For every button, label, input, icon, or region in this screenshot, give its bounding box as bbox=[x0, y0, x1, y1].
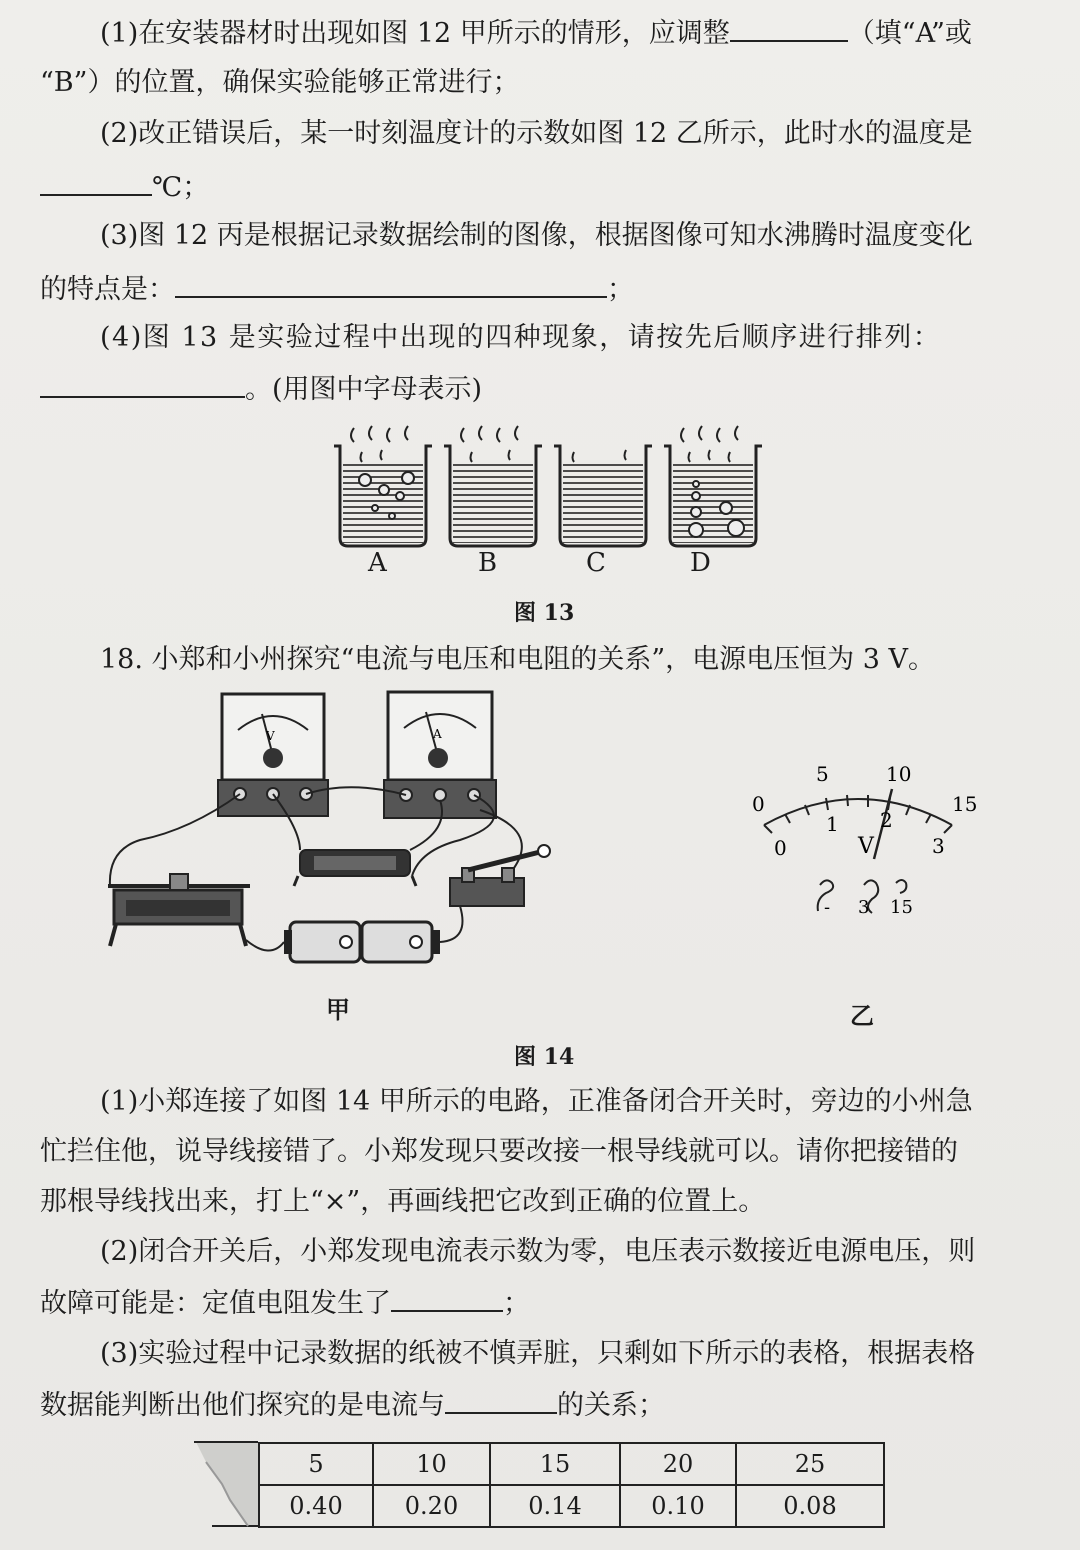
figure-13-caption: 图 13 bbox=[514, 600, 575, 626]
beaker-a bbox=[334, 426, 432, 546]
beaker-b bbox=[444, 426, 542, 546]
q17-part4-line1: (4)图 13 是实验过程中出现的四种现象，请按先后顺序进行排列： bbox=[100, 322, 942, 353]
q17-part2-line1: (2)改正错误后，某一时刻温度计的示数如图 12 乙所示，此时水的温度是 bbox=[100, 118, 973, 149]
q18-part2-line2 bbox=[40, 1286, 1040, 1320]
q17-part3-line2 bbox=[40, 272, 1040, 306]
table-row bbox=[259, 1485, 884, 1527]
voltmeter-top-label-10: 10 bbox=[886, 762, 912, 786]
table-cell: 0.10 bbox=[620, 1485, 736, 1527]
q17-part1-line2: “B”）的位置，确保实验能够正常进行； bbox=[40, 67, 520, 98]
beaker-label-b: B bbox=[478, 548, 498, 578]
q17-part1-blank[interactable] bbox=[730, 16, 848, 42]
q18-intro: 18. 小郑和小州探究“电流与电压和电阻的关系”，电源电压恒为 3 V。 bbox=[100, 644, 935, 675]
table-cell: 10 bbox=[373, 1443, 490, 1485]
table-row bbox=[259, 1443, 884, 1485]
fixed-resistor bbox=[294, 850, 416, 886]
q17-part1-line1 bbox=[100, 16, 1080, 50]
q18-part1-line3: 那根导线找出来，打上“×”，再画线把它改到正确的位置上。 bbox=[40, 1186, 766, 1217]
voltmeter-scale-arc bbox=[764, 799, 952, 825]
torn-paper-smudge bbox=[192, 1440, 262, 1528]
terminal-negative: - bbox=[824, 897, 831, 918]
beaker-label-d: D bbox=[690, 548, 711, 578]
beaker-label-c: C bbox=[586, 548, 606, 578]
data-table bbox=[258, 1442, 885, 1528]
table-cell: 0.14 bbox=[490, 1485, 620, 1527]
beaker-label-a: A bbox=[368, 548, 387, 578]
beaker-c bbox=[554, 446, 652, 546]
figure-14-sub-yi: 乙 bbox=[850, 1001, 874, 1030]
beaker-d bbox=[664, 426, 762, 546]
voltmeter-bottom-label-1: 1 bbox=[826, 812, 839, 836]
table-cell: 15 bbox=[490, 1443, 620, 1485]
voltmeter-unit: V bbox=[858, 834, 874, 859]
table-cell: 20 bbox=[620, 1443, 736, 1485]
figure-14-sub-jia: 甲 bbox=[326, 995, 350, 1024]
q18-part3-line2 bbox=[40, 1388, 1040, 1422]
q17-part3-text: 的特点是： bbox=[40, 274, 175, 305]
q18-part3-line1: (3)实验过程中记录数据的纸被不慎弄脏，只剩如下所示的表格，根据表格 bbox=[100, 1338, 976, 1369]
terminal-15: 15 bbox=[890, 897, 913, 918]
q17-part3-line1: (3)图 12 丙是根据记录数据绘制的图像，根据图像可知水沸腾时温度变化 bbox=[100, 220, 973, 251]
q18-part3-blank[interactable] bbox=[445, 1388, 557, 1414]
q17-part2-blank[interactable] bbox=[40, 170, 152, 196]
table-cell: 0.40 bbox=[259, 1485, 373, 1527]
table-cell: 0.08 bbox=[736, 1485, 884, 1527]
q18-part2-end: ； bbox=[503, 1288, 530, 1319]
table-cell: 0.20 bbox=[373, 1485, 490, 1527]
q17-part1-hint: （填“A”或 bbox=[847, 18, 972, 49]
terminal-3: 3 bbox=[858, 897, 870, 918]
q17-part4-blank[interactable] bbox=[40, 372, 245, 398]
voltmeter-bottom-label-3: 3 bbox=[932, 834, 945, 858]
q17-part3-end: ； bbox=[607, 274, 634, 305]
table-cell: 25 bbox=[736, 1443, 884, 1485]
q17-part2-unit: ℃； bbox=[152, 172, 210, 203]
voltmeter-bottom-label-0: 0 bbox=[774, 836, 787, 860]
q18-part3-end: 的关系； bbox=[557, 1390, 665, 1421]
switch bbox=[450, 845, 550, 906]
svg-text:V: V bbox=[266, 729, 275, 743]
q17-part3-blank[interactable] bbox=[175, 272, 607, 298]
voltmeter-ticks bbox=[764, 795, 952, 833]
q18-part2-blank[interactable] bbox=[391, 1286, 503, 1312]
svg-text:A: A bbox=[433, 727, 442, 741]
table-cell: 5 bbox=[259, 1443, 373, 1485]
q18-part2-text: 故障可能是：定值电阻发生了 bbox=[40, 1288, 391, 1319]
q18-part2-line1: (2)闭合开关后，小郑发现电流表示数为零，电压表示数接近电源电压，则 bbox=[100, 1236, 976, 1267]
voltmeter-top-label-15: 15 bbox=[952, 792, 978, 816]
q18-part3-text: 数据能判断出他们探究的是电流与 bbox=[40, 1390, 445, 1421]
figure-14-voltmeter-scale bbox=[740, 755, 980, 925]
q17-part2-line2 bbox=[40, 170, 1040, 204]
voltmeter-top-label-5: 5 bbox=[816, 762, 829, 786]
battery-pack bbox=[284, 922, 440, 962]
figure-14-circuit bbox=[100, 690, 620, 980]
rheostat bbox=[108, 874, 250, 946]
q17-part4-line2 bbox=[40, 372, 1040, 406]
q17-part1-text: (1)在安装器材时出现如图 12 甲所示的情形，应调整 bbox=[100, 18, 730, 49]
q18-part1-line2: 忙拦住他，说导线接错了。小郑发现只要改接一根导线就可以。请你把接错的 bbox=[40, 1136, 958, 1167]
voltmeter-bottom-label-2: 2 bbox=[880, 808, 893, 832]
figure-14-caption: 图 14 bbox=[514, 1044, 575, 1070]
voltmeter-top-label-0: 0 bbox=[752, 792, 765, 816]
q18-part1-line1: (1)小郑连接了如图 14 甲所示的电路，正准备闭合开关时，旁边的小州急 bbox=[100, 1086, 973, 1117]
q17-part4-hint: 。(用图中字母表示) bbox=[245, 374, 483, 405]
